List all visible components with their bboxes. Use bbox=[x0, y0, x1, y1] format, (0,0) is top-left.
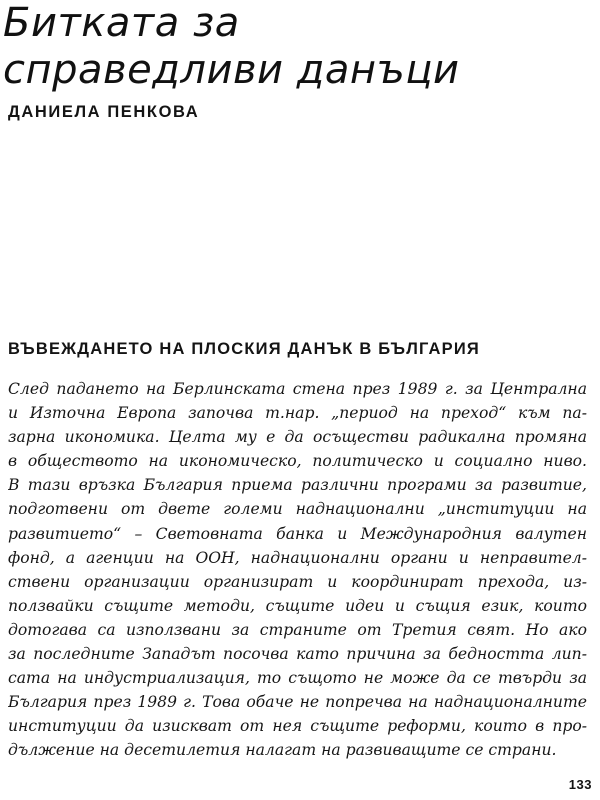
article-author: ДАНИЕЛА ПЕНКОВА bbox=[8, 103, 200, 121]
body-line: зарна икономика. Целта му е да осъществи радикална промяна bbox=[8, 428, 587, 447]
article-title bbox=[3, 0, 460, 94]
body-line: дотогава са използвани за страните от Третия свят. Но ако bbox=[8, 620, 587, 639]
body-line: В тази връзка България приема различни програми за развитие, bbox=[8, 476, 587, 495]
body-line: подготвени от двете големи наднационални „институции на bbox=[8, 500, 587, 519]
body-line: България през 1989 г. Това обаче не попречва на наднационалните bbox=[8, 693, 587, 712]
section-heading: ВЪВЕЖДАНЕТО НА ПЛОСКИЯ ДАНЪК В БЪЛГАРИЯ bbox=[8, 340, 480, 358]
body-line: дължение на десетилетия налагат на развиващите се страни. bbox=[8, 741, 557, 760]
article-title-line-2: справедливи данъци bbox=[3, 47, 460, 93]
body-line: фонд, а агенции на ООН, наднационални органи и неправител- bbox=[8, 548, 587, 567]
body-line: институции да изискват от нея същите реформи, които в про- bbox=[8, 717, 587, 736]
body-line: развитието“ – Световната банка и Международния валутен bbox=[8, 524, 587, 543]
body-line: ползвайки същите методи, същите идеи и същия език, които bbox=[8, 596, 587, 615]
page-number: 133 bbox=[568, 777, 592, 792]
body-line: ствени организации организират и координират прехода, из- bbox=[8, 572, 587, 591]
body-line: сата на индустриализация, то същото не може да се твърди за bbox=[8, 669, 587, 688]
body-line: за последните Западът посочва като причина за бедността лип- bbox=[8, 645, 587, 664]
article-title-line-1: Битката за bbox=[3, 0, 240, 46]
body-paragraph bbox=[8, 377, 587, 763]
body-line: и Източна Европа започва т.нар. „период на преход“ към па- bbox=[8, 404, 587, 423]
body-line: в обществото на икономическо, политическо и социално ниво. bbox=[8, 452, 587, 471]
body-line: След падането на Берлинската стена през 1989 г. за Централна bbox=[8, 380, 587, 398]
